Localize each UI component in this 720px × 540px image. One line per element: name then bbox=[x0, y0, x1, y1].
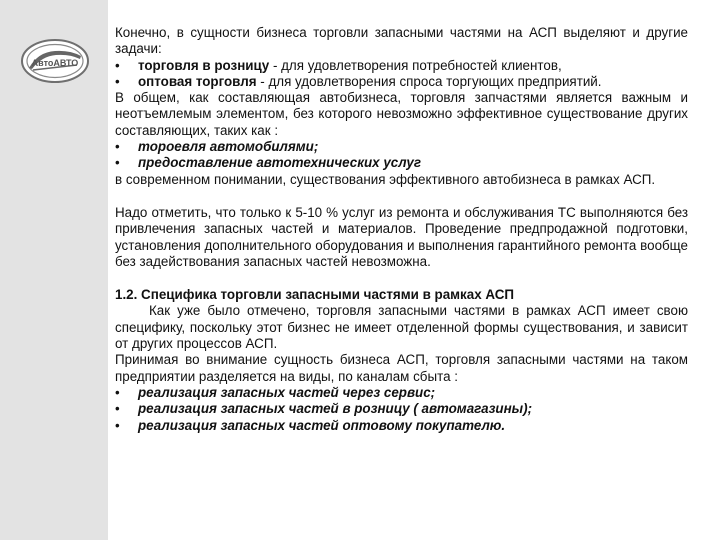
bullet-icon: • bbox=[115, 401, 120, 417]
bullet-icon: • bbox=[115, 73, 120, 89]
section-heading: 1.2. Специфика торговли запасными частями в рамках АСП bbox=[115, 287, 514, 303]
bullet-bold-text: оптовая торговля bbox=[138, 73, 257, 89]
bullet-italic-text: реализация запасных частей в розницу ( автомагазины); bbox=[138, 401, 533, 417]
section-paragraph: Как уже было отмечено, торговля запасными частями в рамках АСП имеет свою специфику, поскольку этот бизнес не имеет отделенной формы существования, и зависит от других процессов АСП. bbox=[115, 303, 688, 352]
body-text: В общем, как составляющая автобизнеса, торговля запчастями является важным и неотъемлемым элементом, без которого невозможно эффективное существование других составляющих, таких как : bbox=[115, 90, 688, 138]
list-item bbox=[115, 418, 688, 434]
intro-text: Конечно, в сущности бизнеса торговли запасными частями на АСП выделяют и другие задачи: bbox=[115, 25, 688, 57]
bullet-text: - для удовлетворения спроса торгующих предприятий. bbox=[256, 73, 602, 89]
bullet-icon: • bbox=[115, 417, 120, 433]
bullet-bold-text: торговля в розницу bbox=[138, 57, 270, 73]
list-item bbox=[115, 139, 688, 155]
section-paragraph-2: Принимая во внимание сущность бизнеса АСП, торговля запасными частями на таком предприятии разделяется на виды, по каналам сбыта : bbox=[115, 352, 688, 384]
car-emblem-logo-icon bbox=[20, 38, 90, 84]
logo-text: АвтоАВТО bbox=[31, 58, 79, 68]
bullet-icon: • bbox=[115, 155, 120, 171]
bullet-italic-text: предоставление автотехнических услуг bbox=[138, 155, 421, 171]
list-item bbox=[115, 74, 688, 90]
bullet-icon: • bbox=[115, 139, 120, 155]
bullet-icon: • bbox=[115, 384, 120, 400]
list-item bbox=[115, 58, 688, 74]
closing-text: в современном понимании, существования эффективного автобизнеса в рамках АСП. bbox=[115, 171, 656, 187]
left-sidebar-panel bbox=[0, 0, 108, 540]
document-content bbox=[115, 25, 688, 434]
bullet-italic-text: реализация запасных частей через сервис; bbox=[138, 384, 436, 400]
bullet-icon: • bbox=[115, 57, 120, 73]
bullet-italic-text: реализация запасных частей оптовому покупателю. bbox=[138, 417, 506, 433]
list-item bbox=[115, 385, 688, 401]
list-item bbox=[115, 401, 688, 417]
paragraph-text: Надо отметить, что только к 5-10 % услуг из ремонта и обслуживания ТС выполняются без привлечения запасных частей и материалов. Проведение предпродажной подготовки, установления дополнительного оборудования и выполнения гарантийного ремонта вообще без задействования запасных частей невозможна. bbox=[115, 204, 688, 269]
bullet-text: - для удовлетворения потребностей клиентов, bbox=[269, 57, 562, 73]
list-item bbox=[115, 155, 688, 171]
bullet-italic-text: тороевля автомобилями; bbox=[138, 139, 319, 155]
